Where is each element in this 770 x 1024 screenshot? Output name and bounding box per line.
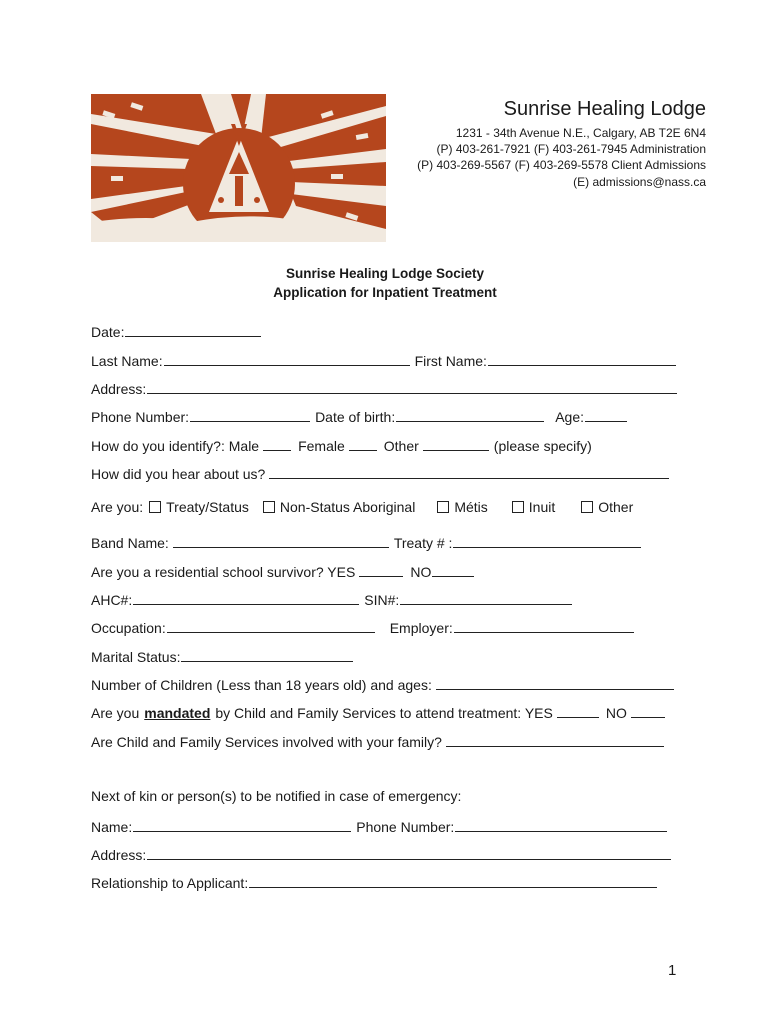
hear-about-row [91, 464, 670, 482]
treaty-number-field[interactable] [453, 533, 641, 548]
last-name-label: Last Name: [91, 353, 163, 369]
ahc-field[interactable] [133, 590, 359, 605]
first-name-field[interactable] [488, 351, 676, 366]
occupation-label: Occupation: [91, 620, 166, 636]
mandated-no-field[interactable] [631, 703, 665, 718]
other-status-label: Other [598, 499, 634, 515]
please-specify-label: (please specify) [493, 438, 592, 454]
marital-status-label: Marital Status: [91, 649, 181, 665]
identify-label: How do you identify?: Male [91, 438, 260, 454]
residential-no-field[interactable] [432, 562, 474, 577]
organization-phone-client: (P) 403-269-5567 (F) 403-269-5578 Client Admissions [417, 158, 706, 172]
inuit-label: Inuit [528, 499, 556, 515]
cfs-involved-row [91, 732, 665, 750]
address-field[interactable] [147, 379, 677, 394]
cfs-involved-field[interactable] [446, 732, 664, 747]
date-field[interactable] [125, 322, 261, 337]
non-status-label: Non-Status Aboriginal [279, 499, 416, 515]
are-you-label: Are you: [91, 499, 144, 515]
identify-row [91, 436, 592, 454]
occupation-row [91, 618, 635, 636]
inuit-checkbox[interactable] [512, 501, 524, 513]
phone-dob-age-row [91, 407, 628, 425]
band-treaty-row [91, 533, 642, 551]
residential-no-label: NO [410, 564, 432, 580]
mandated-row [91, 703, 666, 721]
children-row [91, 675, 675, 693]
mandated-emphasis: mandated [144, 705, 211, 721]
inuit-option[interactable] [512, 499, 555, 515]
treaty-number-label: Treaty # : [393, 535, 453, 551]
other-field[interactable] [423, 436, 489, 451]
non-status-checkbox[interactable] [263, 501, 275, 513]
address-label: Address: [91, 381, 147, 397]
dob-field[interactable] [396, 407, 544, 422]
age-field[interactable] [585, 407, 627, 422]
organization-phone-admin: (P) 403-261-7921 (F) 403-261-7945 Administration [436, 142, 706, 156]
relationship-field[interactable] [249, 873, 657, 888]
hear-about-field[interactable] [269, 464, 669, 479]
next-of-kin-heading-row [91, 788, 461, 804]
dob-label: Date of birth: [315, 409, 396, 425]
hear-about-label: How did you hear about us? [91, 466, 266, 482]
ahc-label: AHC#: [91, 592, 133, 608]
children-field[interactable] [436, 675, 674, 690]
mandated-prefix: Are you [91, 705, 140, 721]
sin-field[interactable] [400, 590, 572, 605]
marital-row [91, 647, 354, 665]
mandated-suffix: by Child and Family Services to attend treatment: YES [215, 705, 553, 721]
name-row [91, 351, 677, 369]
female-field[interactable] [349, 436, 377, 451]
phone-number-field[interactable] [190, 407, 310, 422]
age-label: Age: [555, 409, 585, 425]
other-status-checkbox[interactable] [581, 501, 593, 513]
cfs-involved-label: Are Child and Family Services involved with your family? [91, 734, 442, 750]
nok-address-row [91, 845, 672, 863]
non-status-option[interactable] [263, 499, 415, 515]
organization-email: (E) admissions@nass.ca [573, 175, 706, 189]
nok-address-field[interactable] [147, 845, 671, 860]
band-name-field[interactable] [173, 533, 389, 548]
relationship-label: Relationship to Applicant: [91, 875, 249, 891]
document-title-line2: Application for Inpatient Treatment [273, 285, 497, 300]
nok-address-label: Address: [91, 847, 147, 863]
mandated-no-label: NO [605, 705, 627, 721]
nok-name-field[interactable] [133, 817, 351, 832]
mandated-yes-field[interactable] [557, 703, 599, 718]
are-you-row [91, 499, 633, 515]
date-label: Date: [91, 324, 125, 340]
children-label: Number of Children (Less than 18 years old) and ages: [91, 677, 432, 693]
metis-label: Métis [454, 499, 488, 515]
other-label: Other [383, 438, 419, 454]
treaty-status-checkbox[interactable] [149, 501, 161, 513]
treaty-status-option[interactable] [149, 499, 249, 515]
nok-name-label: Name: [91, 819, 133, 835]
residential-yes-field[interactable] [359, 562, 403, 577]
organization-name: Sunrise Healing Lodge [503, 98, 706, 120]
metis-checkbox[interactable] [437, 501, 449, 513]
page-number: 1 [668, 962, 677, 979]
female-label: Female [298, 438, 345, 454]
occupation-field[interactable] [167, 618, 375, 633]
other-status-option[interactable] [581, 499, 633, 515]
employer-label: Employer: [389, 620, 453, 636]
male-field[interactable] [263, 436, 291, 451]
last-name-field[interactable] [164, 351, 410, 366]
employer-field[interactable] [454, 618, 634, 633]
nok-phone-field[interactable] [455, 817, 667, 832]
marital-status-field[interactable] [181, 647, 353, 662]
nok-phone-label: Phone Number: [356, 819, 455, 835]
band-name-label: Band Name: [91, 535, 169, 551]
sunrise-healing-lodge-logo [91, 94, 386, 242]
metis-option[interactable] [437, 499, 487, 515]
residential-label: Are you a residential school survivor? YES [91, 564, 356, 580]
address-row [91, 379, 678, 397]
relationship-row [91, 873, 658, 891]
nok-name-row [91, 817, 668, 835]
phone-number-label: Phone Number: [91, 409, 190, 425]
residential-row [91, 562, 475, 580]
next-of-kin-heading: Next of kin or person(s) to be notified in case of emergency: [91, 788, 462, 804]
ahc-sin-row [91, 590, 573, 608]
document-title-line1: Sunrise Healing Lodge Society [285, 266, 485, 281]
treaty-status-label: Treaty/Status [166, 499, 249, 515]
sin-label: SIN#: [364, 592, 400, 608]
organization-address: 1231 - 34th Avenue N.E., Calgary, AB T2E 6N4 [455, 126, 706, 140]
first-name-label: First Name: [414, 353, 487, 369]
date-row [91, 322, 262, 340]
